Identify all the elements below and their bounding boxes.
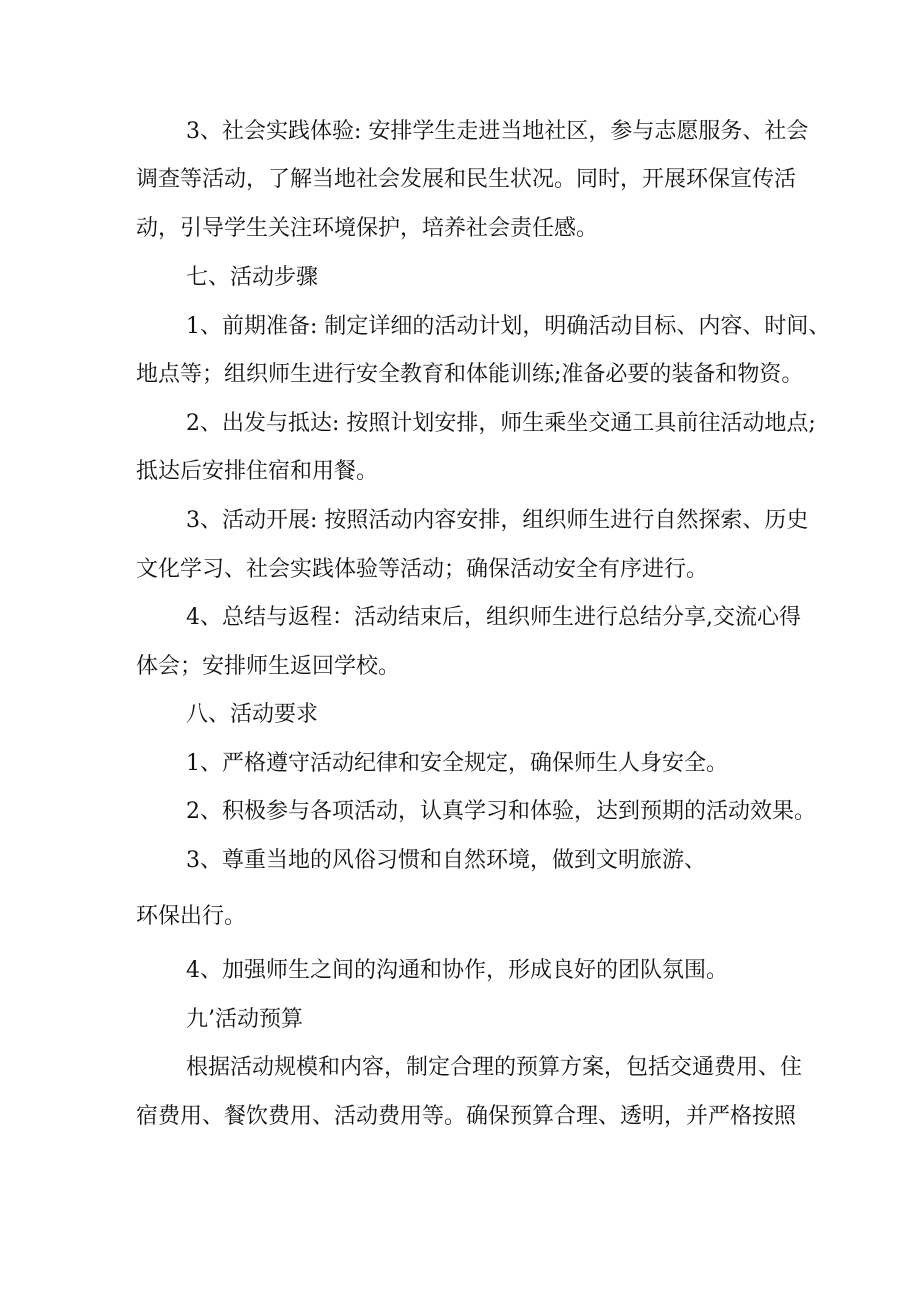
para-requirement-3-line-2: 环保出行。 — [136, 904, 247, 929]
para-requirement-4: 4、加强师生之间的沟通和协作，形成良好的团队氛围。 — [186, 958, 728, 983]
para-social-practice-line-1: 3、社会实践体验: 安排学生走进当地社区，参与志愿服务、社会 — [186, 119, 809, 144]
para-step-3-line-1: 3、活动开展: 按照活动内容安排，组织师生进行自然探索、历史 — [186, 508, 809, 533]
heading-activity-requirements: 八、活动要求 — [186, 702, 319, 727]
para-requirement-3-line-1: 3、尊重当地的风俗习惯和自然环境，做到文明旅游、 — [186, 848, 706, 873]
heading-activity-steps: 七、活动步骤 — [186, 265, 319, 290]
para-requirement-2: 2、积极参与各项活动，认真学习和体验，达到预期的活动效果。 — [186, 799, 816, 824]
para-step-2-line-2: 抵达后安排住宿和用餐。 — [136, 459, 379, 484]
para-step-2-line-1: 2、出发与抵达: 按照计划安排，师生乘坐交通工具前往活动地点; — [186, 411, 816, 436]
para-step-1-line-1: 1、前期准备: 制定详细的活动计划，明确活动目标、内容、时间、 — [186, 314, 831, 339]
para-requirement-1: 1、严格遵守活动纪律和安全规定，确保师生人身安全。 — [186, 751, 728, 776]
para-social-practice-line-3: 动，引导学生关注环境保护，培养社会责任感。 — [136, 216, 599, 241]
para-step-4-line-2: 体会；安排师生返回学校。 — [136, 654, 401, 679]
para-budget-line-2: 宿费用、餐饮费用、活动费用等。确保预算合理、透明，并严格按照 — [136, 1104, 797, 1129]
para-step-3-line-2: 文化学习、社会实践体验等活动；确保活动安全有序进行。 — [136, 557, 709, 582]
para-social-practice-line-2: 调查等活动，了解当地社会发展和民生状况。同时，开展环保宣传活 — [136, 167, 797, 192]
heading-activity-budget: 九’活动预算 — [186, 1007, 303, 1032]
para-step-1-line-2: 地点等；组织师生进行安全教育和体能训练;准备必要的装备和物资。 — [136, 362, 804, 387]
para-budget-line-1: 根据活动规模和内容，制定合理的预算方案，包括交通费用、住 — [186, 1055, 803, 1080]
para-step-4-line-1: 4、总结与返程：活动结束后，组织师生进行总结分享,交流心得 — [186, 605, 801, 630]
